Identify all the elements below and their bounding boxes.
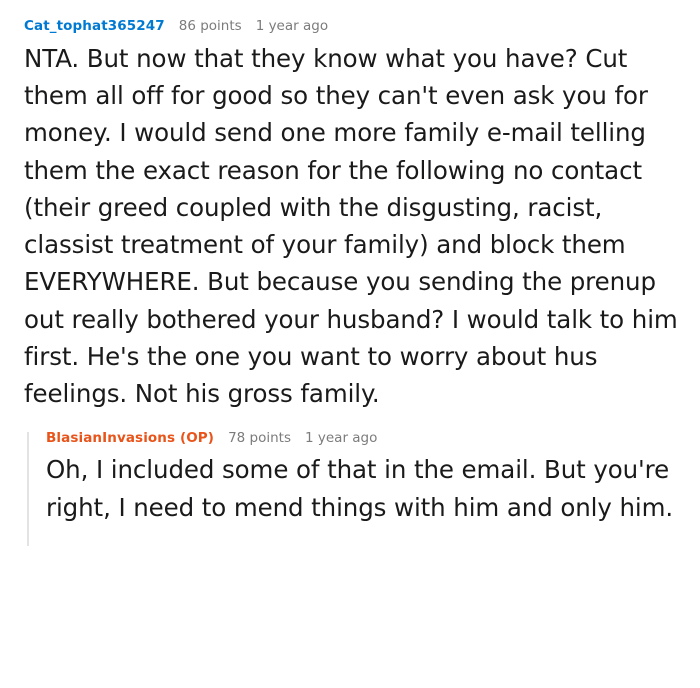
reply-body: Oh, I included some of that in the email. But you're right, I need to mend things with him and only him. bbox=[46, 455, 674, 522]
reply-author[interactable]: BlasianInvasions (OP) bbox=[46, 430, 215, 447]
reply-header bbox=[46, 430, 678, 446]
comment-header bbox=[24, 18, 678, 34]
thread-line bbox=[27, 432, 29, 545]
comment-body: NTA. But now that they know what you have? Cut them all off for good so they can't even ask you for money. I would send one more family e-mail telling them the exact reason for the following no contact (their greed coupled with the disgusting, racist, classist treatment of your family) and block them EVERYWHERE. But because you sending the prenup out really bothered your husband? I would talk to him first. He's the one you want to worry about hus feelings. Not his gross family. bbox=[24, 44, 678, 409]
comment-reply bbox=[24, 430, 678, 525]
comment-points: 86 points bbox=[178, 18, 242, 34]
reply-timestamp: 1 year ago bbox=[305, 430, 378, 447]
comment-author[interactable]: Cat_tophat365247 bbox=[24, 18, 165, 34]
reply-points: 78 points bbox=[228, 430, 291, 447]
comment-top bbox=[24, 18, 678, 412]
comment-timestamp: 1 year ago bbox=[255, 18, 329, 34]
